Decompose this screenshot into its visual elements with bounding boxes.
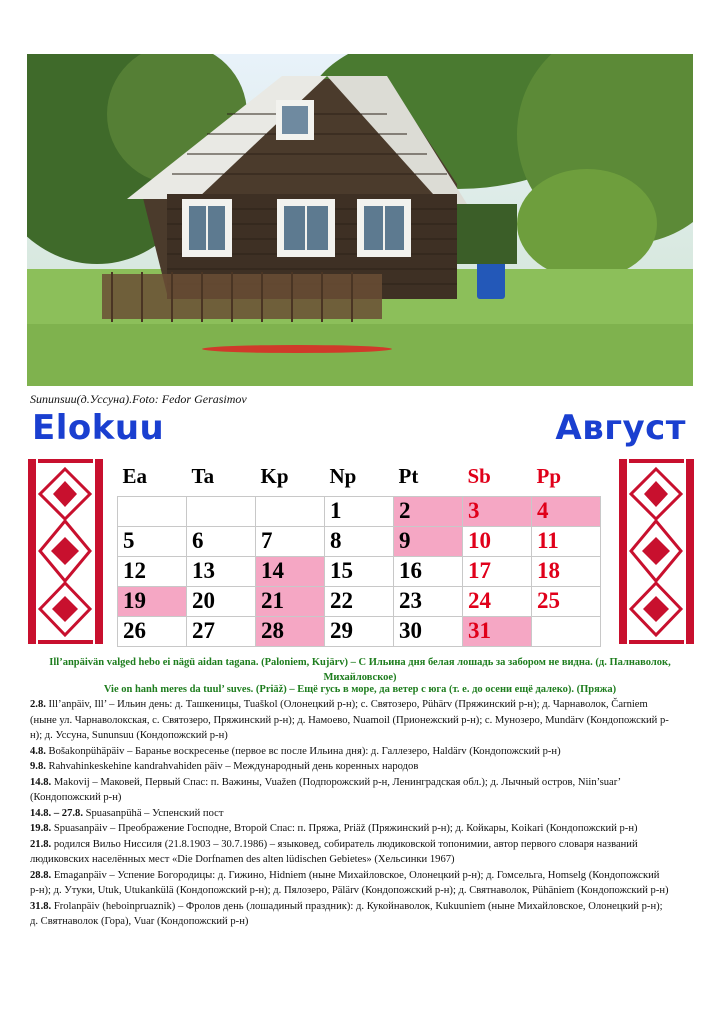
day-cell-highlighted: 2 bbox=[394, 496, 463, 526]
note-text: родился Вильо Ниссиля (21.8.1903 – 30.7.1986) – языковед, собиратель людиковской топонимии, автор первого словаря названий людиковских населённых мест «Die Dorfnamen des alten lüdischen Gebietes» (Хельсинки 1967) bbox=[30, 838, 638, 865]
day-cell: 23 bbox=[394, 586, 463, 616]
note-date: 4.8. bbox=[30, 745, 46, 757]
weekday-tue: Ta bbox=[191, 464, 215, 489]
day-cell: 29 bbox=[325, 616, 394, 646]
weekday-sat: Sb bbox=[467, 464, 491, 489]
day-cell: 17 bbox=[463, 556, 532, 586]
day-cell: 18 bbox=[532, 556, 601, 586]
weekday-sun: Pp bbox=[536, 464, 562, 489]
note-date: 21.8. bbox=[30, 838, 52, 850]
day-cell: 8 bbox=[325, 526, 394, 556]
week-row-5 bbox=[118, 616, 601, 646]
day-cell: 16 bbox=[394, 556, 463, 586]
day-cell: 10 bbox=[463, 526, 532, 556]
day-cell: 11 bbox=[532, 526, 601, 556]
day-cell: 25 bbox=[532, 586, 601, 616]
day-cell bbox=[532, 616, 601, 646]
note-item bbox=[30, 806, 670, 822]
log-house-photo bbox=[27, 54, 693, 386]
note-text: Bošakonpühäpäiv – Баранье воскресенье (первое вс после Ильина дня): д. Галлезеро, Haldärv (Кондопожский р-н) bbox=[45, 745, 561, 757]
photo-caption: Sununsuu(д.Уссуна).Foto: Fedor Gerasimov bbox=[30, 392, 247, 406]
week-row-1 bbox=[118, 496, 601, 526]
note-item bbox=[30, 697, 670, 744]
proverb-1: Ill’anpäivän valged hebo ei nägü aidan tagana. (Paloniem, Kujärv) – С Ильина дня белая лошадь за забором не видна. (д. Палнаволок, Михайловское) bbox=[49, 657, 671, 683]
weekday-mon: Ea bbox=[122, 464, 148, 489]
day-cell-highlighted: 31 bbox=[463, 616, 532, 646]
day-cell bbox=[256, 496, 325, 526]
day-cell: 26 bbox=[118, 616, 187, 646]
note-text: Rahvahinkeskehine kandrahvahiden päiv – Международный день коренных народов bbox=[45, 761, 419, 772]
note-text: Frolanpäiv (heboinpruaznik) – Фролов день (лошадиный праздник): д. Кукойнаволок, Kukuuniem (ныне Михайловское, Олонецкий р-н); д. Святнаволок (Гора), Vuar (Кондопожский р-н) bbox=[30, 900, 663, 927]
ornament-band-right bbox=[619, 459, 694, 644]
day-cell bbox=[187, 496, 256, 526]
day-cell: 20 bbox=[187, 586, 256, 616]
note-text: Ill’anpäiv, Ill’ – Ильин день: д. Ташкеницы, Tuaškol (Олонецкий р-н); с. Святозеро, Pühärv (Пряжинский р-н); д. Чарнаволок, Čarniem (ныне ул. Чарнаволокская, с. Святозеро, Пряжинский р-н); д. Намоево, Nuamoil (Прионежский р-н); с. Мунозеро, Mundärv (Кондопожский р-н); д. Уссуна, Sununsuu (Кондопожский р-н) bbox=[30, 699, 669, 741]
day-cell-highlighted: 4 bbox=[532, 496, 601, 526]
note-item bbox=[30, 759, 670, 775]
note-item bbox=[30, 744, 670, 760]
weekday-fri: Pt bbox=[398, 464, 419, 489]
month-title-russian: Август bbox=[555, 408, 686, 448]
note-date: 14.8. bbox=[30, 776, 52, 788]
day-cell-highlighted: 9 bbox=[394, 526, 463, 556]
day-cell: 15 bbox=[325, 556, 394, 586]
note-date: 2.8. bbox=[30, 699, 46, 710]
month-title-karelian: Elokuu bbox=[32, 408, 165, 448]
note-date: 19.8. bbox=[30, 823, 52, 834]
day-cell-highlighted: 3 bbox=[463, 496, 532, 526]
day-cell: 13 bbox=[187, 556, 256, 586]
ornament-band-left bbox=[28, 459, 103, 644]
week-row-2 bbox=[118, 526, 601, 556]
note-item bbox=[30, 868, 670, 899]
day-cell: 24 bbox=[463, 586, 532, 616]
day-cell: 1 bbox=[325, 496, 394, 526]
day-cell: 12 bbox=[118, 556, 187, 586]
note-text: Spuasanpühä – Успенский пост bbox=[82, 807, 224, 819]
note-date: 9.8. bbox=[30, 761, 46, 772]
note-text: Spuasanpäiv – Преображение Господне, Второй Спас: п. Пряжа, Priäž (Пряжинский р-н); д. Койкары, Koikari (Кондопожский р-н) bbox=[51, 823, 638, 834]
note-text: Makovij – Маковей, Первый Спас: п. Важины, Vuažen (Подпорожский р-н, Ленинградская обл.); д. Лычный остров, Niin’suar’ (Кондопожский р-н) bbox=[30, 776, 621, 803]
note-item bbox=[30, 837, 670, 868]
day-cell: 6 bbox=[187, 526, 256, 556]
calendar-grid bbox=[117, 458, 601, 647]
cover-photo bbox=[27, 54, 693, 386]
note-item bbox=[30, 775, 670, 806]
day-cell: 22 bbox=[325, 586, 394, 616]
weekday-thu: Np bbox=[329, 464, 357, 489]
holiday-notes bbox=[30, 697, 670, 930]
week-row-4 bbox=[118, 586, 601, 616]
day-cell: 7 bbox=[256, 526, 325, 556]
note-date: 31.8. bbox=[30, 900, 52, 912]
day-cell-highlighted: 19 bbox=[118, 586, 187, 616]
day-cell-highlighted: 14 bbox=[256, 556, 325, 586]
weekday-wed: Kp bbox=[260, 464, 289, 489]
note-date: 14.8. – 27.8. bbox=[30, 807, 83, 819]
day-cell: 5 bbox=[118, 526, 187, 556]
day-cell: 27 bbox=[187, 616, 256, 646]
day-cell: 30 bbox=[394, 616, 463, 646]
day-cell-highlighted: 21 bbox=[256, 586, 325, 616]
day-cell bbox=[118, 496, 187, 526]
proverb-2: Vie on hanh meres da tuul’ suves. (Priäž) – Ещё гусь в море, да ветер с юга (т. е. до осени ещё далеко). (Пряжа) bbox=[103, 684, 617, 695]
note-text: Emaganpäiv – Успение Богородицы: д. Гижино, Hidniem (ныне Михайловское, Олонецкий р-н); д. Гомсельга, Homselg (Кондопожский р-н); д. Утуки, Utuk, Utukankülä (Кондопожский р-н); д. Пялозеро, Pälärv (Кондопожский р-н); д. Святнаволок, Pühäniem (Кондопожский р-н) bbox=[30, 869, 669, 896]
note-item bbox=[30, 899, 670, 930]
note-date: 28.8. bbox=[30, 869, 52, 881]
day-cell-highlighted: 28 bbox=[256, 616, 325, 646]
weekday-header-row bbox=[118, 458, 601, 496]
note-item bbox=[30, 821, 670, 837]
week-row-3 bbox=[118, 556, 601, 586]
